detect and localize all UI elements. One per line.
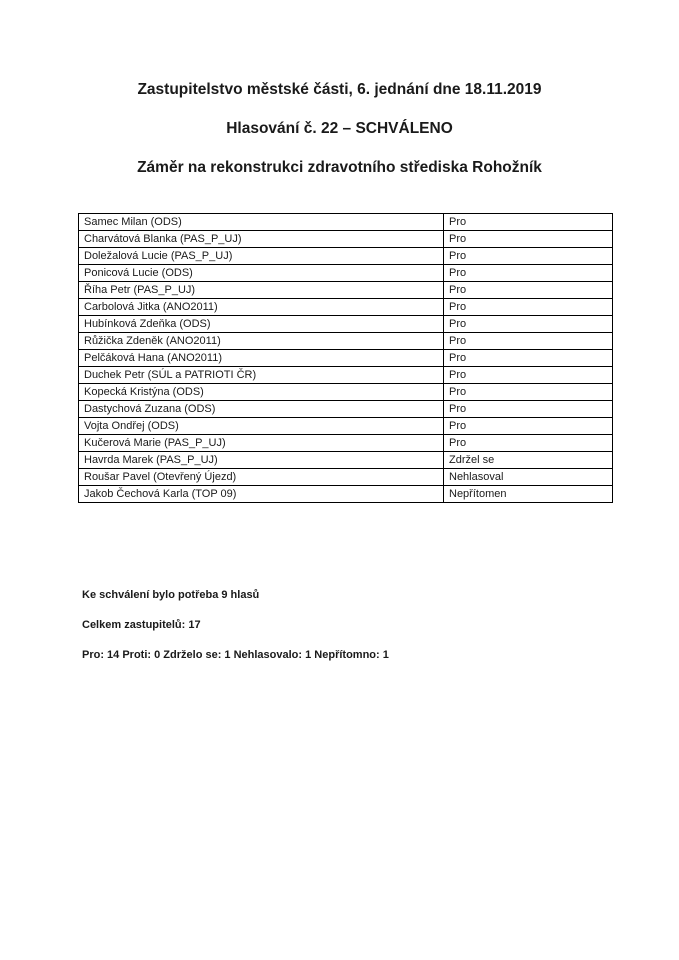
table-row [79, 367, 613, 384]
table-row [79, 299, 613, 316]
vote-value-cell: Zdržel se [444, 452, 613, 469]
member-name-cell: Havrda Marek (PAS_P_UJ) [79, 452, 444, 469]
vote-value-cell: Pro [444, 401, 613, 418]
member-name-cell: Říha Petr (PAS_P_UJ) [79, 282, 444, 299]
vote-value-cell: Pro [444, 299, 613, 316]
vote-value-cell: Nepřítomen [444, 486, 613, 503]
table-row [79, 401, 613, 418]
table-row [79, 452, 613, 469]
vote-value-cell: Pro [444, 435, 613, 452]
table-row [79, 316, 613, 333]
required-votes-line: Ke schválení bylo potřeba 9 hlasů [82, 589, 260, 601]
member-name-cell: Kopecká Kristýna (ODS) [79, 384, 444, 401]
table-row [79, 435, 613, 452]
vote-tally-line: Pro: 14 Proti: 0 Zdrželo se: 1 Nehlasovalo: 1 Nepřítomno: 1 [82, 649, 389, 661]
table-row [79, 469, 613, 486]
table-row [79, 282, 613, 299]
vote-value-cell: Pro [444, 231, 613, 248]
member-name-cell: Duchek Petr (SÚL a PATRIOTI ČR) [79, 367, 444, 384]
member-name-cell: Samec Milan (ODS) [79, 214, 444, 231]
meeting-title: Zastupitelstvo městské části, 6. jednání dne 18.11.2019 [137, 81, 542, 98]
member-name-cell: Roušar Pavel (Otevřený Újezd) [79, 469, 444, 486]
vote-value-cell: Pro [444, 384, 613, 401]
vote-value-cell: Pro [444, 282, 613, 299]
vote-value-cell: Pro [444, 418, 613, 435]
vote-value-cell: Pro [444, 316, 613, 333]
vote-table-body [79, 214, 613, 503]
table-row [79, 333, 613, 350]
vote-value-cell: Pro [444, 248, 613, 265]
member-name-cell: Ponicová Lucie (ODS) [79, 265, 444, 282]
vote-subject: Záměr na rekonstrukci zdravotního střediska Rohožník [137, 159, 542, 176]
member-name-cell: Růžička Zdeněk (ANO2011) [79, 333, 444, 350]
vote-table [78, 213, 613, 503]
table-row [79, 231, 613, 248]
member-name-cell: Charvátová Blanka (PAS_P_UJ) [79, 231, 444, 248]
member-name-cell: Doležalová Lucie (PAS_P_UJ) [79, 248, 444, 265]
vote-value-cell: Pro [444, 367, 613, 384]
member-name-cell: Kučerová Marie (PAS_P_UJ) [79, 435, 444, 452]
table-row [79, 384, 613, 401]
member-name-cell: Dastychová Zuzana (ODS) [79, 401, 444, 418]
member-name-cell: Jakob Čechová Karla (TOP 09) [79, 486, 444, 503]
vote-value-cell: Pro [444, 333, 613, 350]
member-name-cell: Carbolová Jitka (ANO2011) [79, 299, 444, 316]
table-row [79, 214, 613, 231]
table-row [79, 486, 613, 503]
vote-value-cell: Pro [444, 350, 613, 367]
table-row [79, 418, 613, 435]
member-name-cell: Vojta Ondřej (ODS) [79, 418, 444, 435]
vote-value-cell: Pro [444, 214, 613, 231]
vote-number-result: Hlasování č. 22 – SCHVÁLENO [226, 120, 453, 137]
member-name-cell: Hubínková Zdeňka (ODS) [79, 316, 444, 333]
total-members-line: Celkem zastupitelů: 17 [82, 619, 201, 631]
document-header [0, 0, 679, 177]
vote-value-cell: Nehlasoval [444, 469, 613, 486]
vote-value-cell: Pro [444, 265, 613, 282]
table-row [79, 265, 613, 282]
table-row [79, 248, 613, 265]
vote-summary [82, 589, 679, 662]
member-name-cell: Pelčáková Hana (ANO2011) [79, 350, 444, 367]
table-row [79, 350, 613, 367]
